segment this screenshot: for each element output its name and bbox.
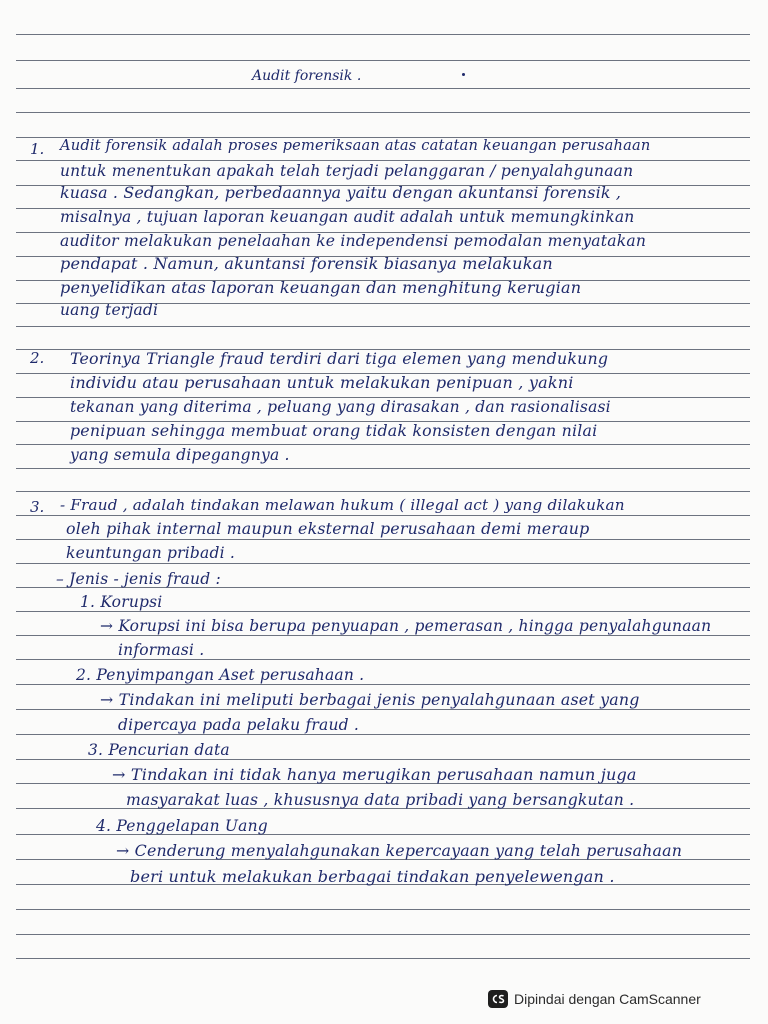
text-line: keuntungan pribadi .: [66, 544, 235, 562]
text-line: → Cenderung menyalahgunakan kepercayaan yang telah perusahaan: [116, 841, 683, 860]
section-number: 3.: [30, 498, 45, 516]
ruled-line: [16, 88, 750, 89]
text-line: informasi .: [118, 641, 205, 659]
camscanner-watermark: [488, 988, 701, 1010]
text-line: 2. Penyimpangan Aset perusahaan .: [76, 666, 365, 684]
text-line: auditor melakukan penelaahan ke independensi pemodalan menyatakan: [60, 232, 647, 250]
section-number: 2.: [30, 349, 45, 367]
text-line: misalnya , tujuan laporan keuangan audit adalah untuk memungkinkan: [60, 208, 635, 226]
ruled-line: [16, 468, 750, 469]
ruled-line: [16, 60, 750, 61]
text-line: → Korupsi ini bisa berupa penyuapan , pemerasan , hingga penyalahgunaan: [100, 617, 712, 635]
text-line: 4. Penggelapan Uang: [96, 817, 268, 835]
text-line: → Tindakan ini tidak hanya merugikan perusahaan namun juga: [112, 765, 637, 784]
ruled-line: [16, 759, 750, 760]
text-line: pendapat . Namun, akuntansi forensik biasanya melakukan: [60, 254, 553, 273]
text-line: 3. Pencurian data: [88, 741, 230, 759]
ruled-line: [16, 709, 750, 710]
text-line: uang terjadi: [60, 301, 159, 319]
ruled-line: [16, 326, 750, 327]
text-line: penipuan sehingga membuat orang tidak konsisten dengan nilai: [70, 421, 598, 440]
text-line: Audit forensik adalah proses pemeriksaan atas catatan keuangan perusahaan: [60, 137, 651, 154]
ruled-line: [16, 611, 750, 612]
text-line: – Jenis - jenis fraud :: [56, 570, 221, 588]
ruled-line: [16, 539, 750, 540]
text-line: penyelidikan atas laporan keuangan dan menghitung kerugian: [60, 278, 582, 297]
ruled-line: [16, 444, 750, 445]
ruled-line: [16, 734, 750, 735]
text-line: 1. Korupsi: [80, 593, 163, 611]
text-line: beri untuk melakukan berbagai tindakan penyelewengan .: [130, 867, 615, 886]
ruled-line: [16, 934, 750, 935]
ruled-line: [16, 112, 750, 113]
text-line: kuasa . Sedangkan, perbedaannya yaitu dengan akuntansi forensik ,: [60, 183, 622, 202]
ink-dot: [462, 73, 465, 76]
text-line: → Tindakan ini meliputi berbagai jenis penyalahgunaan aset yang: [100, 690, 640, 709]
ruled-line: [16, 160, 750, 161]
ruled-line: [16, 958, 750, 959]
text-line: untuk menentukan apakah telah terjadi pelanggaran / penyalahgunaan: [60, 162, 634, 180]
text-line: oleh pihak internal maupun eksternal perusahaan demi meraup: [66, 519, 590, 538]
camscanner-logo-icon: [488, 990, 508, 1008]
text-line: individu atau perusahaan untuk melakukan penipuan , yakni: [70, 373, 574, 392]
ruled-line: [16, 635, 750, 636]
camscanner-label: Dipindai dengan CamScanner: [514, 991, 701, 1007]
page-title: Audit forensik .: [252, 68, 362, 84]
text-line: yang semula dipegangnya .: [70, 446, 290, 464]
ruled-line: [16, 34, 750, 35]
text-line: - Fraud , adalah tindakan melawan hukum ( illegal act ) yang dilakukan: [60, 496, 625, 514]
ruled-line: [16, 491, 750, 492]
text-line: masyarakat luas , khususnya data pribadi yang bersangkutan .: [126, 791, 635, 809]
ruled-line: [16, 909, 750, 910]
ruled-line: [16, 684, 750, 685]
ruled-line: [16, 563, 750, 564]
ruled-line: [16, 515, 750, 516]
text-line: dipercaya pada pelaku fraud .: [118, 716, 360, 734]
section-number: 1.: [30, 140, 45, 158]
text-line: Teorinya Triangle fraud terdiri dari tiga elemen yang mendukung: [70, 349, 609, 368]
ruled-line: [16, 659, 750, 660]
text-line: tekanan yang diterima , peluang yang dirasakan , dan rasionalisasi: [70, 398, 611, 416]
